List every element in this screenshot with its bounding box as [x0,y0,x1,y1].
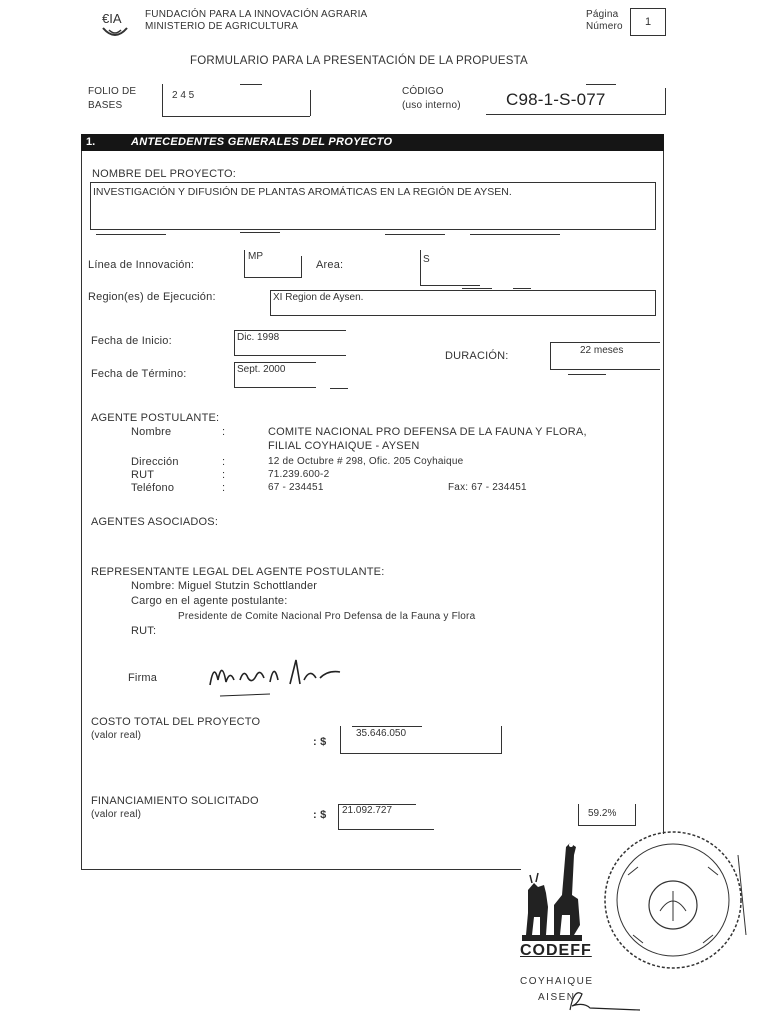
section-1-bar [81,134,664,151]
page-number: 1 [645,16,652,28]
representante-nombre: Nombre: Miguel Stutzin Schottlander [131,580,318,592]
duracion-value: 22 meses [580,345,624,356]
folio-label-1: FOLIO DE [88,86,137,97]
stamp-city-2: AISEN [538,992,576,1003]
codigo-value: C98-1-S-077 [506,90,606,109]
financiamiento-percent: 59.2% [588,808,617,819]
financiamiento-label-2: (valor real) [91,809,142,820]
agente-direccion-value: 12 de Octubre # 298, Ofic. 205 Coyhaique [268,456,464,467]
costo-value: 35.646.050 [356,728,407,739]
svg-text:€IA: €IA [102,11,122,26]
agente-telefono-value: 67 - 234451 [268,482,324,493]
area-value: S [423,254,430,265]
region-label: Region(es) de Ejecución: [88,291,216,303]
section-1-title: ANTECEDENTES GENERALES DEL PROYECTO [131,136,393,148]
region-value: XI Region de Aysen. [273,292,364,303]
city-signature [560,980,650,1016]
agente-colon-3: : [222,469,226,481]
firma-label: Firma [128,672,158,684]
section-1-number: 1. [86,136,96,148]
agente-telefono-label: Teléfono [131,482,175,494]
signature [200,650,350,702]
agente-colon-2: : [222,456,226,468]
area-label: Area: [316,259,344,271]
org-name: FUNDACIÓN PARA LA INNOVACIÓN AGRARIA [145,9,368,20]
linea-value: MP [248,251,263,262]
financiamiento-value: 21.092.727 [342,805,393,816]
agente-colon-1: : [222,426,226,438]
inicio-value: Dic. 1998 [237,332,280,343]
representante-rut-label: RUT: [131,625,157,637]
agente-colon-4: : [222,482,226,494]
costo-label-1: COSTO TOTAL DEL PROYECTO [91,716,261,728]
termino-label: Fecha de Término: [91,368,187,380]
form-title: FORMULARIO PARA LA PRESENTACIÓN DE LA PROPUESTA [190,55,528,67]
folio-value: 2 4 5 [172,90,195,101]
asociados-label: AGENTES ASOCIADOS: [91,516,219,528]
agente-fax-value: Fax: 67 - 234451 [448,482,527,493]
representante-cargo-value: Presidente de Comite Nacional Pro Defensa de la Fauna y Flora [178,611,476,622]
folio-label-2: BASES [88,100,123,111]
termino-value: Sept. 2000 [237,364,286,375]
representante-label: REPRESENTANTE LEGAL DEL AGENTE POSTULANTE: [91,566,385,578]
page-label-1: Página [586,9,619,20]
codigo-sub: (uso interno) [402,100,461,111]
round-seal [598,825,748,975]
codeff-text: CODEFF [520,942,592,959]
agente-nombre-label: Nombre [131,426,172,438]
duracion-label: DURACIÓN: [445,350,509,362]
costo-label-2: (valor real) [91,730,142,741]
fia-logo [100,8,130,40]
project-name-label: NOMBRE DEL PROYECTO: [92,168,236,180]
agente-rut-label: RUT [131,469,155,481]
agente-direccion-label: Dirección [131,456,179,468]
stamp-city-1: COYHAIQUE [520,976,594,987]
ministry-name: MINISTERIO DE AGRICULTURA [145,21,299,32]
page-label-2: Número [586,21,623,32]
financiamiento-label-1: FINANCIAMIENTO SOLICITADO [91,795,259,807]
financiamiento-currency: : $ [313,809,327,821]
codigo-label: CÓDIGO [402,86,444,97]
agente-nombre-value-1: COMITE NACIONAL PRO DEFENSA DE LA FAUNA Y FLORA, [268,426,587,438]
agente-label: AGENTE POSTULANTE: [91,412,220,424]
inicio-label: Fecha de Inicio: [91,335,172,347]
project-name-value: INVESTIGACIÓN Y DIFUSIÓN DE PLANTAS AROMÁTICAS EN LA REGIÓN DE AYSEN. [93,186,512,198]
costo-currency: : $ [313,736,327,748]
linea-label: Línea de Innovación: [88,259,195,271]
representante-cargo-label: Cargo en el agente postulante: [131,595,288,607]
agente-nombre-value-2: FILIAL COYHAIQUE - AYSEN [268,440,420,452]
agente-rut-value: 71.239.600-2 [268,469,330,480]
